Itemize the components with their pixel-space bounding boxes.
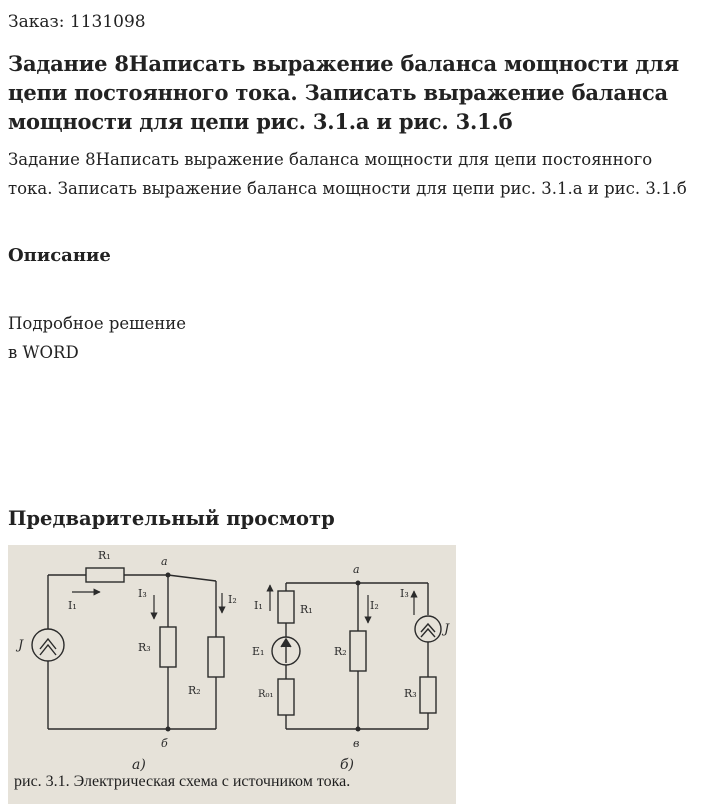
circuit-b: [272, 583, 441, 729]
label-b-r2: R₂: [334, 645, 347, 658]
task-description: Задание 8Написать выражение баланса мощности для цепи постоянного тока. Записать выражение баланса мощности для цепи рис. 3.1.а и рис. 3.1.б: [8, 150, 687, 198]
resistor-b-r3: [420, 677, 436, 713]
label-a-r3: R₃: [138, 641, 151, 654]
label-b-e1: E₁: [252, 645, 265, 658]
description-line: Подробное решение: [8, 314, 187, 333]
label-b-node-bottom: в: [353, 737, 360, 750]
preview-image: [8, 545, 456, 804]
label-b-r3: R₃: [404, 687, 417, 700]
circuit-diagram: [8, 545, 456, 804]
circuit-a: [32, 568, 224, 729]
label-a-j: J: [18, 638, 24, 653]
label-b-r01: R₀₁: [258, 689, 274, 700]
resistor-b-r1: [278, 591, 294, 623]
label-a-node-bottom: б: [161, 737, 168, 750]
label-b-i3: I₃: [400, 587, 409, 600]
description-details: [8, 309, 186, 367]
label-b-node-top: а: [353, 563, 360, 576]
description-heading: Описание: [8, 245, 111, 266]
label-b-i2: I₂: [370, 599, 379, 612]
label-a-i3: I₃: [138, 587, 147, 600]
order-number: Заказ: 1131098: [8, 12, 146, 32]
label-a-i2: I₂: [228, 593, 237, 606]
label-a-fig: а): [132, 757, 146, 773]
page-title: Задание 8Написать выражение баланса мощности для цепи постоянного тока. Записать выражение баланса мощности для цепи рис. 3.1.а и рис. 3.1.б: [8, 51, 679, 134]
preview-heading: Предварительный просмотр: [8, 507, 335, 530]
description-line: в WORD: [8, 343, 79, 362]
label-b-r1: R₁: [300, 603, 313, 616]
label-a-r1: R₁: [98, 549, 111, 562]
resistor-r3: [160, 627, 176, 667]
label-a-i1: I₁: [68, 599, 77, 612]
label-b-fig: б): [340, 757, 355, 773]
resistor-r1: [86, 568, 124, 582]
label-b-j: J: [444, 622, 450, 637]
resistor-b-r01: [278, 679, 294, 715]
figure-caption: рис. 3.1. Электрическая схема с источником тока.: [14, 773, 351, 790]
label-b-i1: I₁: [254, 599, 263, 612]
label-a-r2: R₂: [188, 684, 201, 697]
resistor-r2: [208, 637, 224, 677]
resistor-b-r2: [350, 631, 366, 671]
label-a-node-top: а: [161, 555, 168, 568]
